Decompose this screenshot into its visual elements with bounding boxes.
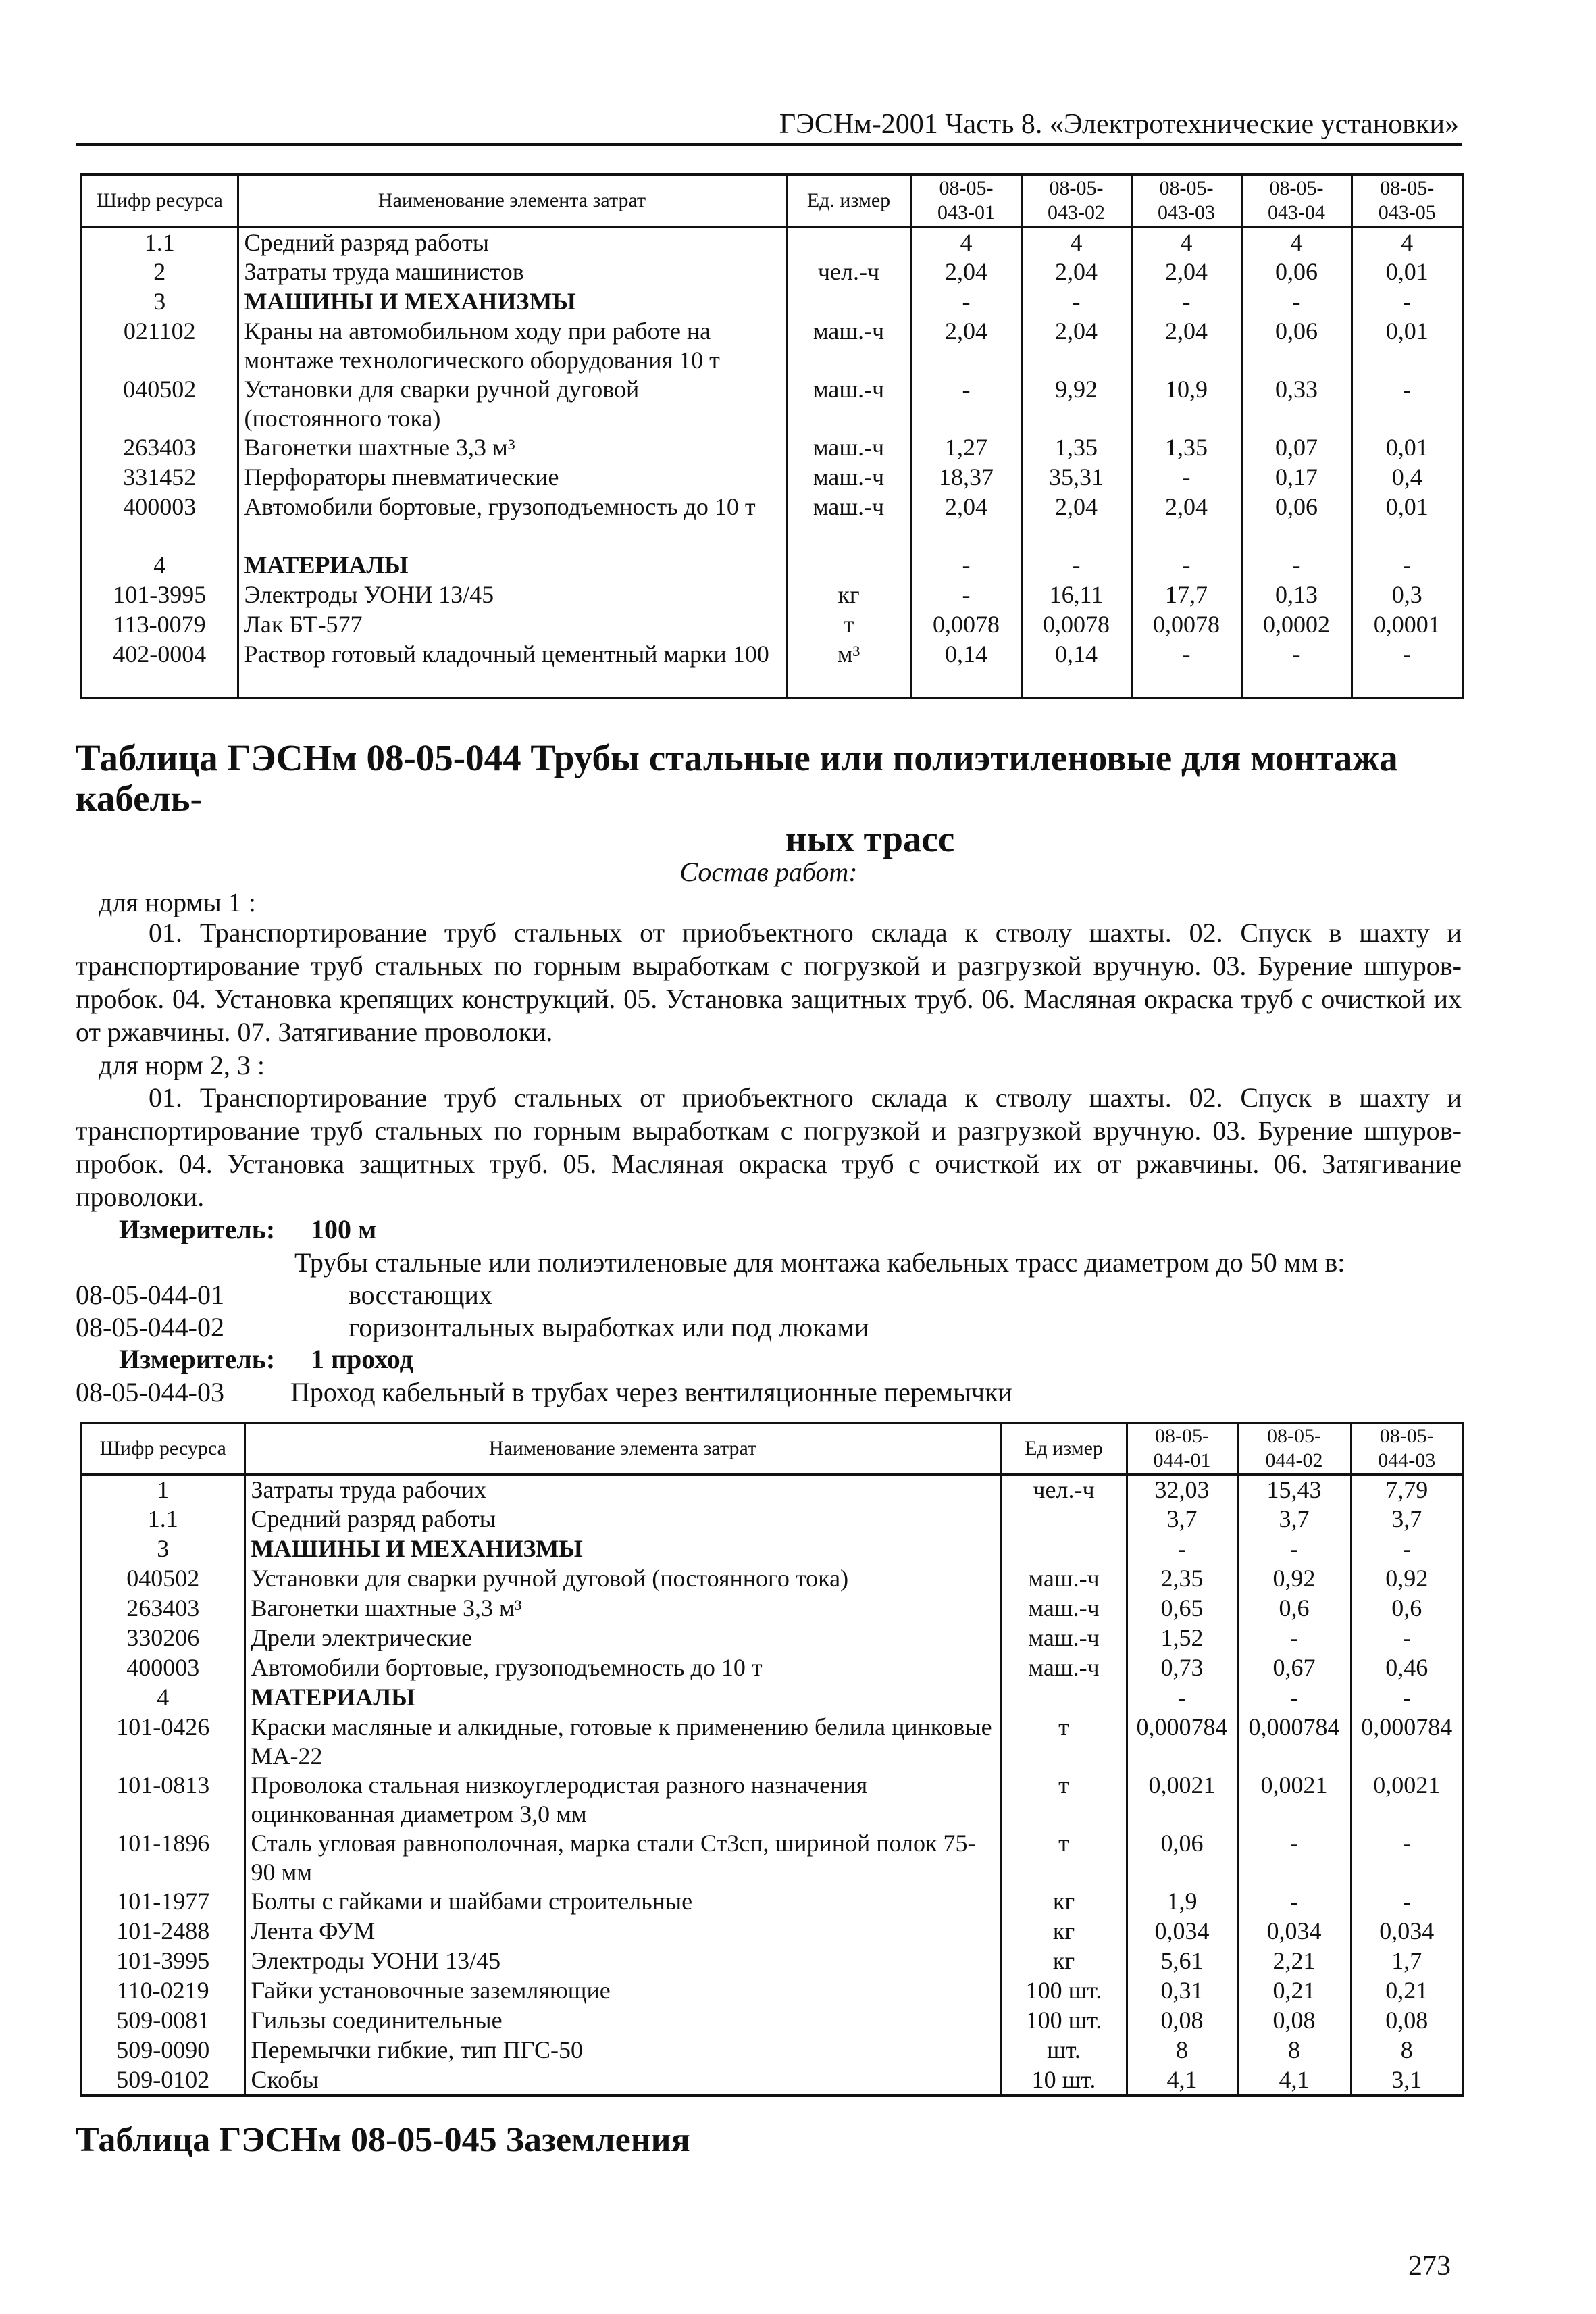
resource-code: 101-0813	[81, 1771, 244, 1829]
norm-value: 0,67	[1237, 1653, 1351, 1683]
norm-value: -	[911, 580, 1021, 610]
table-row	[81, 610, 1463, 640]
norm-value: 2,04	[911, 493, 1021, 551]
resource-code: 3	[81, 287, 238, 317]
norm-value: 0,08	[1385, 2007, 1428, 2034]
norm-value: 0,3	[1391, 581, 1422, 608]
work-for-norm-1: для нормы 1 :	[99, 887, 256, 917]
cost-element-name: Электроды УОНИ 13/45	[244, 1946, 1001, 1976]
unit: маш.-ч	[786, 463, 911, 493]
work-text-1: 01. Транспортирование труб стальных от приобъектного склада к стволу шахты. 02. Спуск в шахту и транспортирование труб стальных по горным выработкам с погрузкой и разгрузкой вручную. 03. Бурение шпуров-пробок. 04. Установка крепящих конструкций. 05. Установка защитных труб. 06. Масляная окраска труб с очисткой их от ржавчины. 07. Затягивание проволоки.	[76, 917, 1462, 1047]
norm-value: 0,06	[1241, 493, 1352, 551]
unit	[1001, 1534, 1127, 1564]
resource-code: 263403	[81, 1594, 244, 1624]
norm-value: 0,01	[1385, 258, 1428, 285]
norm-value: 0,000784	[1127, 1713, 1237, 1771]
norm-value: 0,000784	[1361, 1713, 1453, 1740]
norm-value: 4,1	[1127, 2065, 1237, 2096]
resource-code: 1	[81, 1474, 244, 1505]
norm-value: -	[1402, 1684, 1411, 1711]
table-row	[81, 1771, 1463, 1829]
norm-value: 0,0021	[1127, 1771, 1237, 1829]
resource-code: 040502	[81, 1564, 244, 1594]
norm-value: 8	[1400, 2036, 1413, 2063]
norm-value: 0,73	[1127, 1653, 1237, 1683]
norm-value: -	[1127, 1534, 1237, 1564]
cost-element-name: Электроды УОНИ 13/45	[238, 580, 786, 610]
norm-value: -	[1403, 551, 1412, 578]
norm-value: 2,04	[911, 257, 1021, 287]
table-row	[81, 2006, 1463, 2036]
norm-value: -	[1021, 287, 1131, 317]
norm-value: 2,04	[1131, 317, 1241, 375]
norm-value: 0,01	[1385, 493, 1428, 520]
norm-value: -	[1237, 1534, 1351, 1564]
norm-value: -	[1237, 1887, 1351, 1917]
norm-value: 8	[1237, 2036, 1351, 2065]
unit: маш.-ч	[1001, 1594, 1127, 1624]
resource-code: 400003	[81, 493, 238, 551]
cost-element-name: Проволока стальная низкоуглеродистая разного назначения оцинкованная диаметром 3,0 мм	[244, 1771, 1001, 1829]
table-row	[81, 2036, 1463, 2065]
norm-value: -	[1241, 640, 1352, 698]
table-row	[81, 1653, 1463, 1683]
resource-code: 509-0102	[81, 2065, 244, 2096]
table-row	[81, 1624, 1463, 1653]
norm-text-01: восстающих	[349, 1280, 492, 1310]
column-header: Ед. измер	[786, 174, 911, 227]
table-row	[81, 287, 1463, 317]
norm-code-03: 08-05-044-03	[76, 1377, 224, 1407]
norm-value: 16,11	[1021, 580, 1131, 610]
table-row	[81, 433, 1463, 463]
norm-value: 4	[1021, 227, 1131, 257]
cost-element-name: Средний разряд работы	[244, 1505, 1001, 1534]
table-row	[81, 580, 1463, 610]
cost-element-name: МАТЕРИАЛЫ	[238, 551, 786, 580]
table-row	[81, 493, 1463, 551]
norm-value: 0,034	[1379, 1917, 1435, 1944]
resource-code: 1.1	[81, 227, 238, 257]
resource-code: 509-0090	[81, 2036, 244, 2065]
norm-value: -	[1131, 640, 1241, 698]
norm-value: 0,6	[1237, 1594, 1351, 1624]
cost-element-name: Установки для сварки ручной дуговой (постоянного тока)	[244, 1564, 1001, 1594]
column-header: Наименование элемента затрат	[244, 1423, 1001, 1474]
table-row	[81, 2065, 1463, 2096]
table-row	[81, 375, 1463, 433]
norm-value: -	[911, 287, 1021, 317]
norm-value: 4	[911, 227, 1021, 257]
resource-code: 400003	[81, 1653, 244, 1683]
norm-value: 3,1	[1391, 2066, 1422, 2093]
unit	[786, 551, 911, 580]
resource-code: 3	[81, 1534, 244, 1564]
unit: маш.-ч	[786, 317, 911, 375]
norm-value: -	[1021, 551, 1131, 580]
resource-code: 263403	[81, 433, 238, 463]
norm-value: 2,35	[1127, 1564, 1237, 1594]
norm-value: 0,31	[1127, 1976, 1237, 2006]
column-header: 08-05- 043-03	[1131, 174, 1241, 227]
table-title-line1: Таблица ГЭСНм 08-05-044 Трубы стальные или полиэтиленовые для монтажа кабель-	[76, 737, 1398, 819]
norm-value: -	[1131, 551, 1241, 580]
resource-code: 101-1896	[81, 1829, 244, 1887]
unit: кг	[1001, 1946, 1127, 1976]
resource-code: 040502	[81, 375, 238, 433]
resource-code: 509-0081	[81, 2006, 244, 2036]
unit: кг	[1001, 1887, 1127, 1917]
norm-value: 17,7	[1131, 580, 1241, 610]
table-row	[81, 1829, 1463, 1887]
cost-element-name: Затраты труда рабочих	[244, 1474, 1001, 1505]
norm-value: 0,08	[1237, 2006, 1351, 2036]
norm-value: 1,52	[1127, 1624, 1237, 1653]
norm-text-02: горизонтальных выработках или под люками	[349, 1312, 869, 1342]
cost-element-name: Дрели электрические	[244, 1624, 1001, 1653]
norm-value: 4,1	[1237, 2065, 1351, 2096]
resource-code: 110-0219	[81, 1976, 244, 2006]
column-header: Шифр ресурса	[81, 1423, 244, 1474]
norm-value: 0,0078	[1131, 610, 1241, 640]
norm-value: -	[1403, 288, 1412, 315]
unit	[1001, 1683, 1127, 1713]
resource-code: 101-1977	[81, 1887, 244, 1917]
resource-code: 1.1	[81, 1505, 244, 1534]
norm-value: 2,04	[1131, 493, 1241, 551]
norm-value: 4	[1401, 229, 1414, 256]
norm-value: -	[1127, 1683, 1237, 1713]
unit	[786, 227, 911, 257]
unit: 100 шт.	[1001, 1976, 1127, 2006]
norm-value: 3,7	[1391, 1505, 1422, 1532]
norm-value: -	[1237, 1829, 1351, 1887]
resource-code: 331452	[81, 463, 238, 493]
norm-value: 0,4	[1391, 463, 1422, 491]
norm-value: 15,43	[1237, 1474, 1351, 1505]
norm-value: -	[1402, 1888, 1411, 1915]
norm-description: Трубы стальные или полиэтиленовые для монтажа кабельных трасс диаметром до 50 мм в:	[294, 1247, 1345, 1278]
norm-value: 2,21	[1237, 1946, 1351, 1976]
resource-code: 4	[81, 551, 238, 580]
resource-code: 402-0004	[81, 640, 238, 698]
table-title-045: Таблица ГЭСНм 08-05-045 Заземления	[76, 2121, 690, 2159]
norm-value: -	[1237, 1624, 1351, 1653]
unit: кг	[786, 580, 911, 610]
unit: маш.-ч	[1001, 1624, 1127, 1653]
table-row	[81, 640, 1463, 698]
work-for-norms-2-3: для норм 2, 3 :	[99, 1050, 265, 1080]
table-row	[81, 227, 1463, 257]
table-row	[81, 1474, 1463, 1505]
norm-value: 0,13	[1241, 580, 1352, 610]
resource-code: 2	[81, 257, 238, 287]
resource-code: 113-0079	[81, 610, 238, 640]
cost-element-name: Затраты труда машинистов	[238, 257, 786, 287]
unit: кг	[1001, 1917, 1127, 1946]
norm-value: 0,0001	[1373, 611, 1441, 638]
resource-code: 101-0426	[81, 1713, 244, 1771]
unit: маш.-ч	[1001, 1564, 1127, 1594]
table-row	[81, 1683, 1463, 1713]
measure-label-2: Измеритель:	[119, 1344, 276, 1374]
norm-value: 0,14	[1021, 640, 1131, 698]
norm-value: 0,0021	[1373, 1771, 1441, 1799]
norm-value: 0,034	[1237, 1917, 1351, 1946]
cost-element-name: Краны на автомобильном ходу при работе на монтаже технологического оборудования 10 т	[238, 317, 786, 375]
table-row	[81, 1976, 1463, 2006]
unit	[1001, 1505, 1127, 1534]
table-row	[81, 1505, 1463, 1534]
norm-value: 2,04	[1021, 493, 1131, 551]
norm-value: -	[1402, 1624, 1411, 1651]
resource-code: 101-2488	[81, 1917, 244, 1946]
norm-value: 35,31	[1021, 463, 1131, 493]
resource-code: 101-3995	[81, 1946, 244, 1976]
cost-element-name: Болты с гайками и шайбами строительные	[244, 1887, 1001, 1917]
norm-value: -	[1402, 1535, 1411, 1562]
column-header: Ед измер	[1001, 1423, 1127, 1474]
cost-element-name: Скобы	[244, 2065, 1001, 2096]
norm-value: 0,08	[1127, 2006, 1237, 2036]
norm-value: 10,9	[1131, 375, 1241, 433]
norm-value: 0,0078	[1021, 610, 1131, 640]
norm-value: 9,92	[1021, 375, 1131, 433]
unit: 100 шт.	[1001, 2006, 1127, 2036]
cost-element-name: Установки для сварки ручной дуговой (постоянного тока)	[238, 375, 786, 433]
cost-element-name: Лента ФУМ	[244, 1917, 1001, 1946]
norm-value: 0,0021	[1237, 1771, 1351, 1829]
norm-value: 2,04	[1021, 317, 1131, 375]
norm-value: 0,07	[1241, 433, 1352, 463]
table-row	[81, 1887, 1463, 1917]
norm-value: 0,65	[1127, 1594, 1237, 1624]
norm-value: 0,000784	[1237, 1713, 1351, 1771]
norm-value: 0,17	[1241, 463, 1352, 493]
norm-value: 0,14	[911, 640, 1021, 698]
norm-value: 3,7	[1237, 1505, 1351, 1534]
cost-element-name: Перфораторы пневматические	[238, 463, 786, 493]
norm-value: 0,21	[1237, 1976, 1351, 2006]
norm-value: 0,6	[1391, 1594, 1422, 1621]
unit: маш.-ч	[786, 433, 911, 463]
norm-code-01: 08-05-044-01	[76, 1280, 224, 1310]
norm-value: -	[1403, 376, 1412, 403]
norm-value: 18,37	[911, 463, 1021, 493]
cost-element-name: Вагонетки шахтные 3,3 м³	[244, 1594, 1001, 1624]
cost-element-name: Средний разряд работы	[238, 227, 786, 257]
column-header: 08-05- 043-04	[1241, 174, 1352, 227]
norm-value: 2,04	[1131, 257, 1241, 287]
unit: маш.-ч	[1001, 1653, 1127, 1683]
header-rule	[76, 143, 1462, 146]
norm-value: 1,35	[1021, 433, 1131, 463]
column-header: 08-05- 044-03	[1351, 1423, 1463, 1474]
unit: чел.-ч	[786, 257, 911, 287]
unit: т	[786, 610, 911, 640]
norm-value: -	[1241, 287, 1352, 317]
norm-value: 7,79	[1385, 1476, 1428, 1503]
table-row	[81, 1946, 1463, 1976]
column-header: Шифр ресурса	[81, 174, 238, 227]
norm-value: -	[1403, 640, 1412, 668]
norm-value: 0,01	[1385, 434, 1428, 461]
norm-value: 0,33	[1241, 375, 1352, 433]
norm-value: -	[1241, 551, 1352, 580]
unit: шт.	[1001, 2036, 1127, 2065]
norm-text-03: Проход кабельный в трубах через вентиляционные перемычки	[290, 1377, 1012, 1407]
unit: т	[1001, 1829, 1127, 1887]
norm-value: -	[1131, 287, 1241, 317]
column-header: 08-05- 043-01	[911, 174, 1021, 227]
norm-value: 0,0078	[911, 610, 1021, 640]
norm-value: 0,92	[1237, 1564, 1351, 1594]
measure-label-1: Измеритель:	[119, 1214, 276, 1244]
cost-element-name: Краски масляные и алкидные, готовые к применению белила цинковые МА-22	[244, 1713, 1001, 1771]
unit	[786, 287, 911, 317]
norm-code-02: 08-05-044-02	[76, 1312, 224, 1342]
norm-value: -	[911, 551, 1021, 580]
running-header: ГЭСНм-2001 Часть 8. «Электротехнические установки»	[779, 109, 1459, 140]
table-row	[81, 1917, 1463, 1946]
table-title-044	[76, 738, 1462, 859]
cost-element-name: Вагонетки шахтные 3,3 м³	[238, 433, 786, 463]
norm-value: 0,06	[1241, 257, 1352, 287]
cost-element-name: Автомобили бортовые, грузоподъемность до 10 т	[244, 1653, 1001, 1683]
unit: маш.-ч	[786, 375, 911, 433]
norm-value: 4	[1241, 227, 1352, 257]
resource-code: 4	[81, 1683, 244, 1713]
column-header: 08-05- 043-05	[1352, 174, 1463, 227]
norm-value: 5,61	[1127, 1946, 1237, 1976]
resource-code: 021102	[81, 317, 238, 375]
norm-value: 0,06	[1127, 1829, 1237, 1887]
column-header: 08-05- 044-02	[1237, 1423, 1351, 1474]
measure-value-2: 1 проход	[311, 1344, 413, 1374]
norm-value: 0,21	[1385, 1977, 1428, 2004]
measure-value-1: 100 м	[311, 1214, 377, 1244]
cost-element-name: Сталь угловая равнополочная, марка стали Ст3сп, шириной полок 75-90 мм	[244, 1829, 1001, 1887]
table-row	[81, 551, 1463, 580]
table-resources-043	[80, 173, 1464, 699]
norm-value: 32,03	[1127, 1474, 1237, 1505]
unit: м³	[786, 640, 911, 698]
cost-element-name: МАШИНЫ И МЕХАНИЗМЫ	[238, 287, 786, 317]
norm-value: -	[1237, 1683, 1351, 1713]
table-row	[81, 1713, 1463, 1771]
norm-value: 1,35	[1131, 433, 1241, 463]
norm-value: -	[911, 375, 1021, 433]
norm-value: 1,27	[911, 433, 1021, 463]
unit: чел.-ч	[1001, 1474, 1127, 1505]
table-row	[81, 463, 1463, 493]
norm-value: 0,06	[1241, 317, 1352, 375]
table-title-line2: ных трасс	[785, 818, 955, 859]
work-composition-caption: Состав работ:	[679, 857, 858, 887]
cost-element-name: Перемычки гибкие, тип ПГС-50	[244, 2036, 1001, 2065]
norm-value: 1,7	[1391, 1947, 1422, 1974]
norm-value: 2,04	[1021, 257, 1131, 287]
column-header: 08-05- 044-01	[1127, 1423, 1237, 1474]
resource-code: 101-3995	[81, 580, 238, 610]
table-row	[81, 317, 1463, 375]
table-row	[81, 1564, 1463, 1594]
work-text-2: 01. Транспортирование труб стальных от приобъектного склада к стволу шахты. 02. Спуск в шахту и транспортирование труб стальных по горным выработкам с погрузкой и разгрузкой вручную. 03. Бурение шпуров-пробок. 04. Установка защитных труб. 05. Масляная окраска труб с очисткой их от ржавчины. 06. Затягивание проволоки.	[76, 1082, 1462, 1212]
norm-value: -	[1402, 1830, 1411, 1857]
norm-value: 8	[1127, 2036, 1237, 2065]
column-header: Наименование элемента затрат	[238, 174, 786, 227]
table-row	[81, 257, 1463, 287]
norm-value: 0,0002	[1241, 610, 1352, 640]
page-number: 273	[1408, 2250, 1451, 2282]
column-header: 08-05- 043-02	[1021, 174, 1131, 227]
norm-value: 0,46	[1385, 1654, 1428, 1681]
unit: т	[1001, 1771, 1127, 1829]
table-header-row	[81, 1423, 1463, 1474]
table-row	[81, 1594, 1463, 1624]
unit: 10 шт.	[1001, 2065, 1127, 2096]
norm-value: 0,01	[1385, 318, 1428, 345]
unit: т	[1001, 1713, 1127, 1771]
cost-element-name: Раствор готовый кладочный цементный марки 100	[238, 640, 786, 698]
norm-value: 0,92	[1385, 1565, 1428, 1592]
cost-element-name: Лак БТ-577	[238, 610, 786, 640]
cost-element-name: МАШИНЫ И МЕХАНИЗМЫ	[244, 1534, 1001, 1564]
norm-value: -	[1131, 463, 1241, 493]
cost-element-name: Гайки установочные заземляющие	[244, 1976, 1001, 2006]
table-resources-044	[80, 1422, 1464, 2097]
resource-code: 330206	[81, 1624, 244, 1653]
norm-value: 0,034	[1127, 1917, 1237, 1946]
norm-value: 4	[1131, 227, 1241, 257]
cost-element-name: Гильзы соединительные	[244, 2006, 1001, 2036]
cost-element-name: МАТЕРИАЛЫ	[244, 1683, 1001, 1713]
norm-value: 2,04	[911, 317, 1021, 375]
table-header-row	[81, 174, 1463, 227]
unit: маш.-ч	[786, 493, 911, 551]
cost-element-name: Автомобили бортовые, грузоподъемность до 10 т	[238, 493, 786, 551]
norm-value: 3,7	[1127, 1505, 1237, 1534]
norm-value: 1,9	[1127, 1887, 1237, 1917]
table-row	[81, 1534, 1463, 1564]
